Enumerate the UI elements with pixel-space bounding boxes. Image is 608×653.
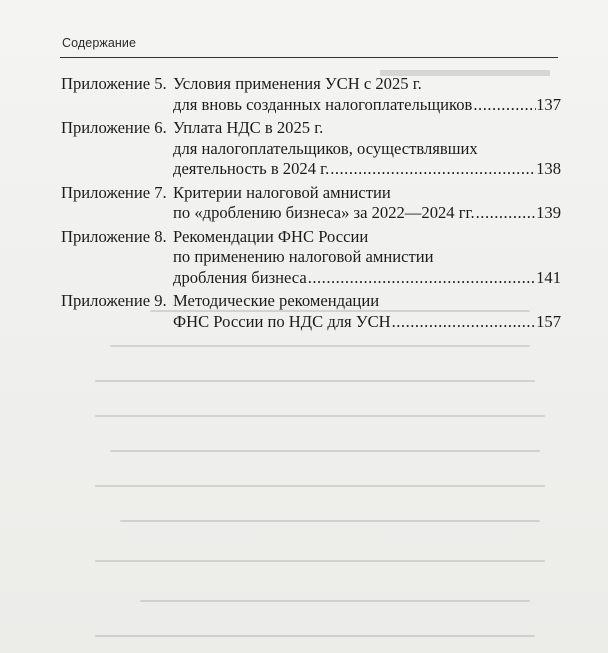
toc-entry-line: Методические рекомендации — [173, 291, 380, 310]
ghost-line — [140, 600, 530, 602]
dot-leader — [475, 203, 536, 224]
toc-entry-line: по применению налоговой амнистии — [173, 247, 434, 266]
toc-entry-appendix-8[interactable] — [61, 227, 561, 289]
toc-entry-last-line — [173, 203, 561, 224]
toc-entry-line: ФНС России по НДС для УСН — [173, 311, 391, 331]
toc-entry-label: Приложение 5. — [61, 74, 167, 93]
table-of-contents — [61, 74, 561, 335]
running-header: Содержание — [62, 36, 137, 50]
toc-entry-line: для вновь созданных налогоплательщиков — [173, 94, 473, 114]
toc-entry-appendix-7[interactable] — [61, 183, 561, 224]
toc-entry-appendix-9[interactable] — [61, 291, 561, 332]
ghost-line — [110, 345, 530, 347]
toc-entry-label: Приложение 6. — [61, 118, 167, 137]
toc-entry-line: Уплата НДС в 2025 г. — [173, 118, 324, 137]
ghost-line — [95, 635, 535, 637]
toc-entry-line: для налогоплательщиков, осуществлявших — [173, 138, 478, 158]
ghost-line — [110, 450, 540, 452]
toc-entry-last-line — [173, 159, 561, 180]
ghost-line — [95, 415, 545, 417]
toc-entry-line: Рекомендации ФНС России — [173, 226, 369, 246]
toc-entry-last-line — [173, 95, 561, 116]
toc-entry-last-line — [173, 268, 561, 289]
ghost-line — [95, 380, 535, 382]
dot-leader — [391, 312, 536, 333]
toc-page-number: 138 — [536, 159, 561, 178]
ghost-line — [120, 520, 540, 522]
toc-page-number: 157 — [536, 311, 561, 331]
toc-entry-line: Критерии налоговой амнистии — [173, 182, 391, 202]
toc-entry-body — [173, 227, 561, 289]
toc-entry-last-line — [173, 312, 561, 333]
dot-leader — [329, 159, 536, 180]
toc-entry-appendix-5[interactable] — [61, 74, 561, 115]
toc-entry-body — [173, 291, 561, 332]
toc-entry-body — [173, 118, 561, 180]
toc-entry-label: Приложение 7. — [61, 182, 167, 202]
dot-leader — [307, 268, 536, 289]
toc-entry-line: деятельность в 2024 г. — [173, 159, 330, 178]
toc-entry-line: по «дроблению бизнеса» за 2022—2024 гг. — [173, 203, 475, 222]
toc-entry-label: Приложение 9. — [61, 291, 167, 310]
toc-entry-label: Приложение 8. — [61, 226, 167, 246]
header-rule — [60, 57, 558, 58]
dot-leader — [472, 95, 536, 116]
toc-entry-line: Условия применения УСН с 2025 г. — [173, 74, 422, 93]
ghost-line — [95, 485, 545, 487]
toc-entry-line: дробления бизнеса — [173, 267, 307, 287]
toc-page-number: 141 — [536, 267, 561, 287]
toc-entry-body — [173, 183, 561, 224]
ghost-line — [95, 560, 545, 562]
toc-entry-body — [173, 74, 561, 115]
toc-page-number: 137 — [536, 94, 561, 114]
toc-entry-appendix-6[interactable] — [61, 118, 561, 180]
toc-page-number: 139 — [536, 203, 561, 222]
